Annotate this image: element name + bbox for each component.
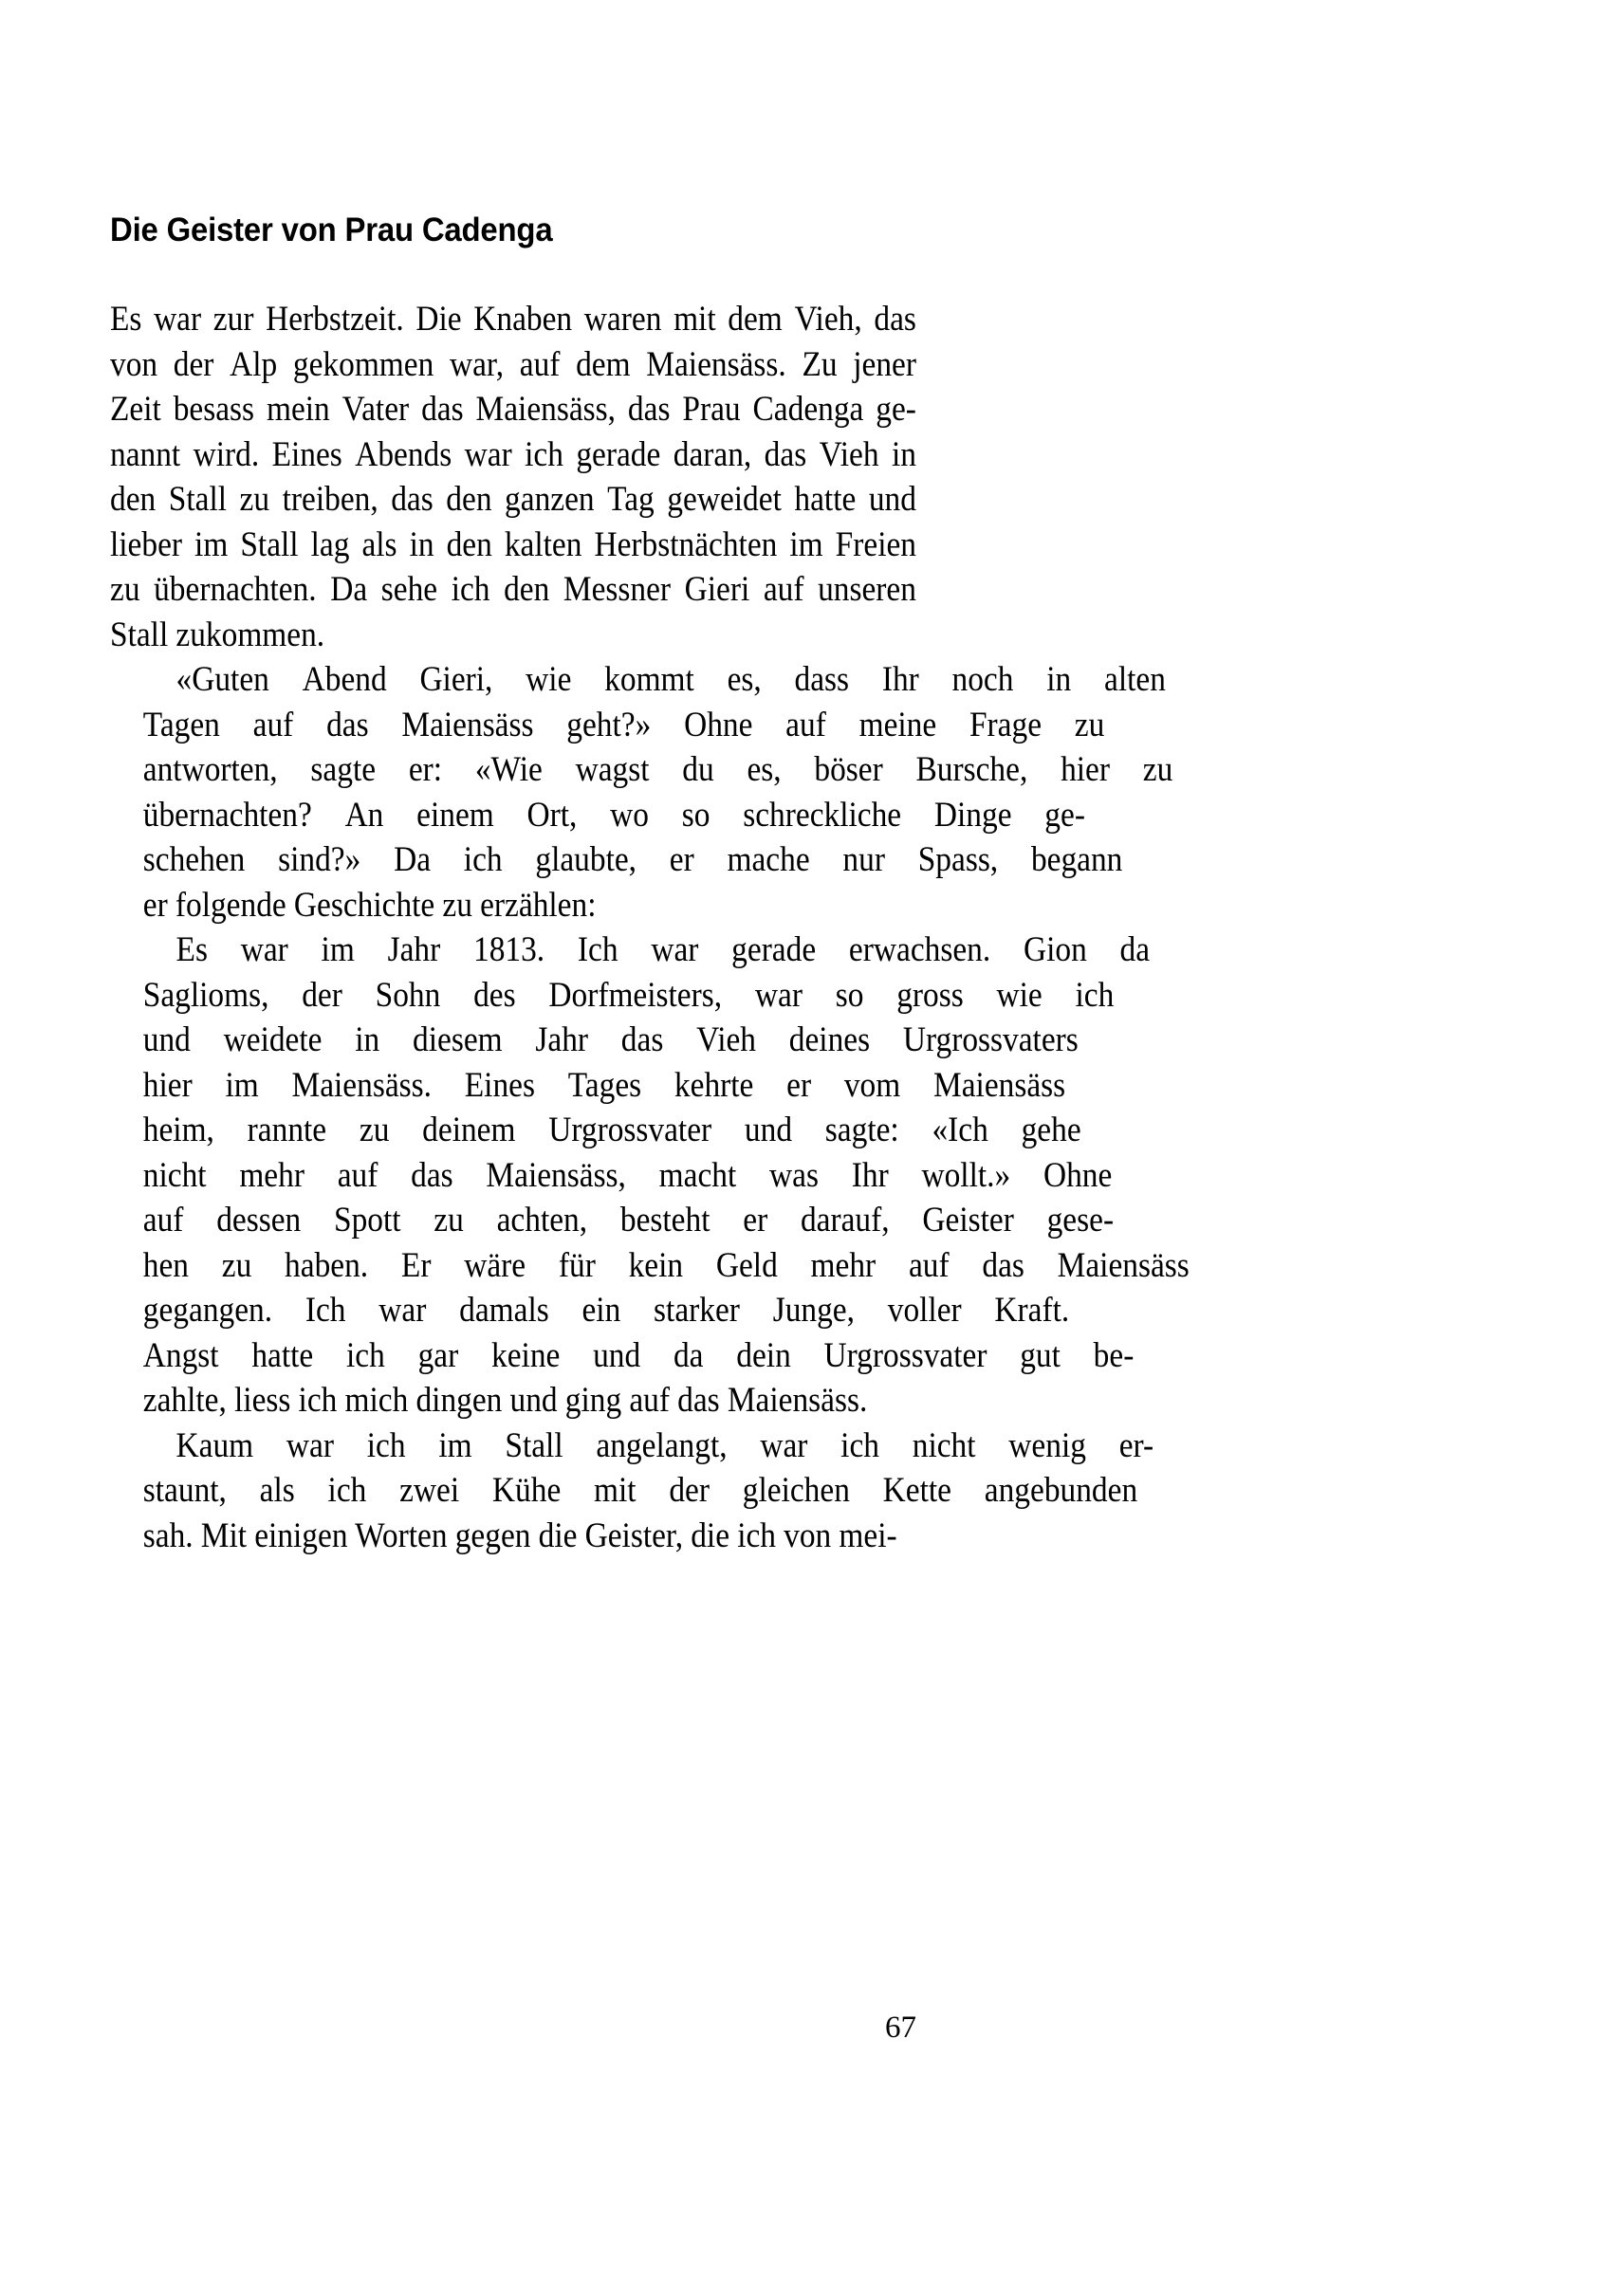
text-line: Es war im Jahr 1813. Ich war gerade erwachsen. Gion da	[110, 927, 916, 972]
text-line: lieber im Stall lag als in den kalten Herbstnächten im Freien	[110, 523, 917, 563]
text-line: staunt, als ich zwei Kühe mit der gleichen Kette angebunden	[142, 1470, 1138, 1509]
paragraph	[110, 927, 1190, 1423]
text-line: nicht mehr auf das Maiensäss, macht was Ihr wollt.» Ohne	[142, 1154, 1113, 1194]
text-line: von der Alp gekommen war, auf dem Maiensäss. Zu jener	[110, 343, 916, 383]
text-line: auf dessen Spott zu achten, besteht er darauf, Geister gese-	[142, 1200, 1115, 1239]
paragraph	[110, 1423, 1154, 1558]
paragraph-indent	[110, 927, 143, 972]
paragraph	[110, 296, 916, 656]
text-line: Angst hatte ich gar keine und da dein Urgrossvater gut be-	[142, 1334, 1135, 1374]
paragraph-indent	[110, 656, 143, 702]
text-line: gegangen. Ich war damals ein starker Junge, voller Kraft.	[142, 1290, 1070, 1329]
text-line: heim, rannte zu deinem Urgrossvater und sagte: «Ich gehe	[142, 1110, 1081, 1148]
text-line: Saglioms, der Sohn des Dorfmeisters, war so gross wie ich	[142, 974, 1115, 1014]
text-line: sah. Mit einigen Worten gegen die Geister, die ich von mei-	[142, 1515, 897, 1554]
text-line: Es war zur Herbstzeit. Die Knaben waren mit dem Vieh, das	[110, 299, 916, 338]
paragraph-list	[110, 296, 1190, 1557]
text-line: Tagen auf das Maiensäss geht?» Ohne auf meine Frage zu	[142, 704, 1105, 744]
text-line: zahlte, liess ich mich dingen und ging auf das Maiensäss.	[142, 1380, 868, 1419]
text-line: schehen sind?» Da ich glaubte, er mache nur Spass, begann	[142, 839, 1123, 878]
page-number: 67	[885, 2011, 916, 2045]
text-line: zu übernachten. Da sehe ich den Messner Gieri auf unseren	[110, 569, 916, 608]
text-line: den Stall zu treiben, das den ganzen Tag geweidet hatte und	[110, 479, 916, 518]
text-column	[110, 0, 1190, 1557]
text-line: nannt wird. Eines Abends war ich gerade daran, das Vieh in	[110, 433, 916, 473]
text-line: übernachten? An einem Ort, wo so schreckliche Dinge ge-	[142, 794, 1085, 834]
paragraph	[110, 656, 1173, 927]
text-line: und weidete in diesem Jahr das Vieh deines Urgrossvaters	[142, 1019, 1079, 1058]
text-line: antworten, sagte er: «Wie wagst du es, böser Bursche, hier zu	[142, 749, 1173, 788]
text-line: Stall zukommen.	[110, 614, 325, 653]
paragraph-indent	[110, 1423, 143, 1468]
text-line: hier im Maiensäss. Eines Tages kehrte er vom Maiensäss	[142, 1064, 1066, 1104]
text-line: er folgende Geschichte zu erzählen:	[142, 884, 597, 924]
text-line: «Guten Abend Gieri, wie kommt es, dass Ihr noch in alten	[110, 656, 916, 702]
text-line: Zeit besass mein Vater das Maiensäss, das Prau Cadenga ge-	[110, 389, 916, 428]
text-line: Kaum war ich im Stall angelangt, war ich nicht wenig er-	[110, 1423, 916, 1468]
text-line: hen zu haben. Er wäre für kein Geld mehr auf das Maiensäss	[142, 1244, 1190, 1284]
chapter-heading: Die Geister von Prau Cadenga	[110, 211, 553, 248]
